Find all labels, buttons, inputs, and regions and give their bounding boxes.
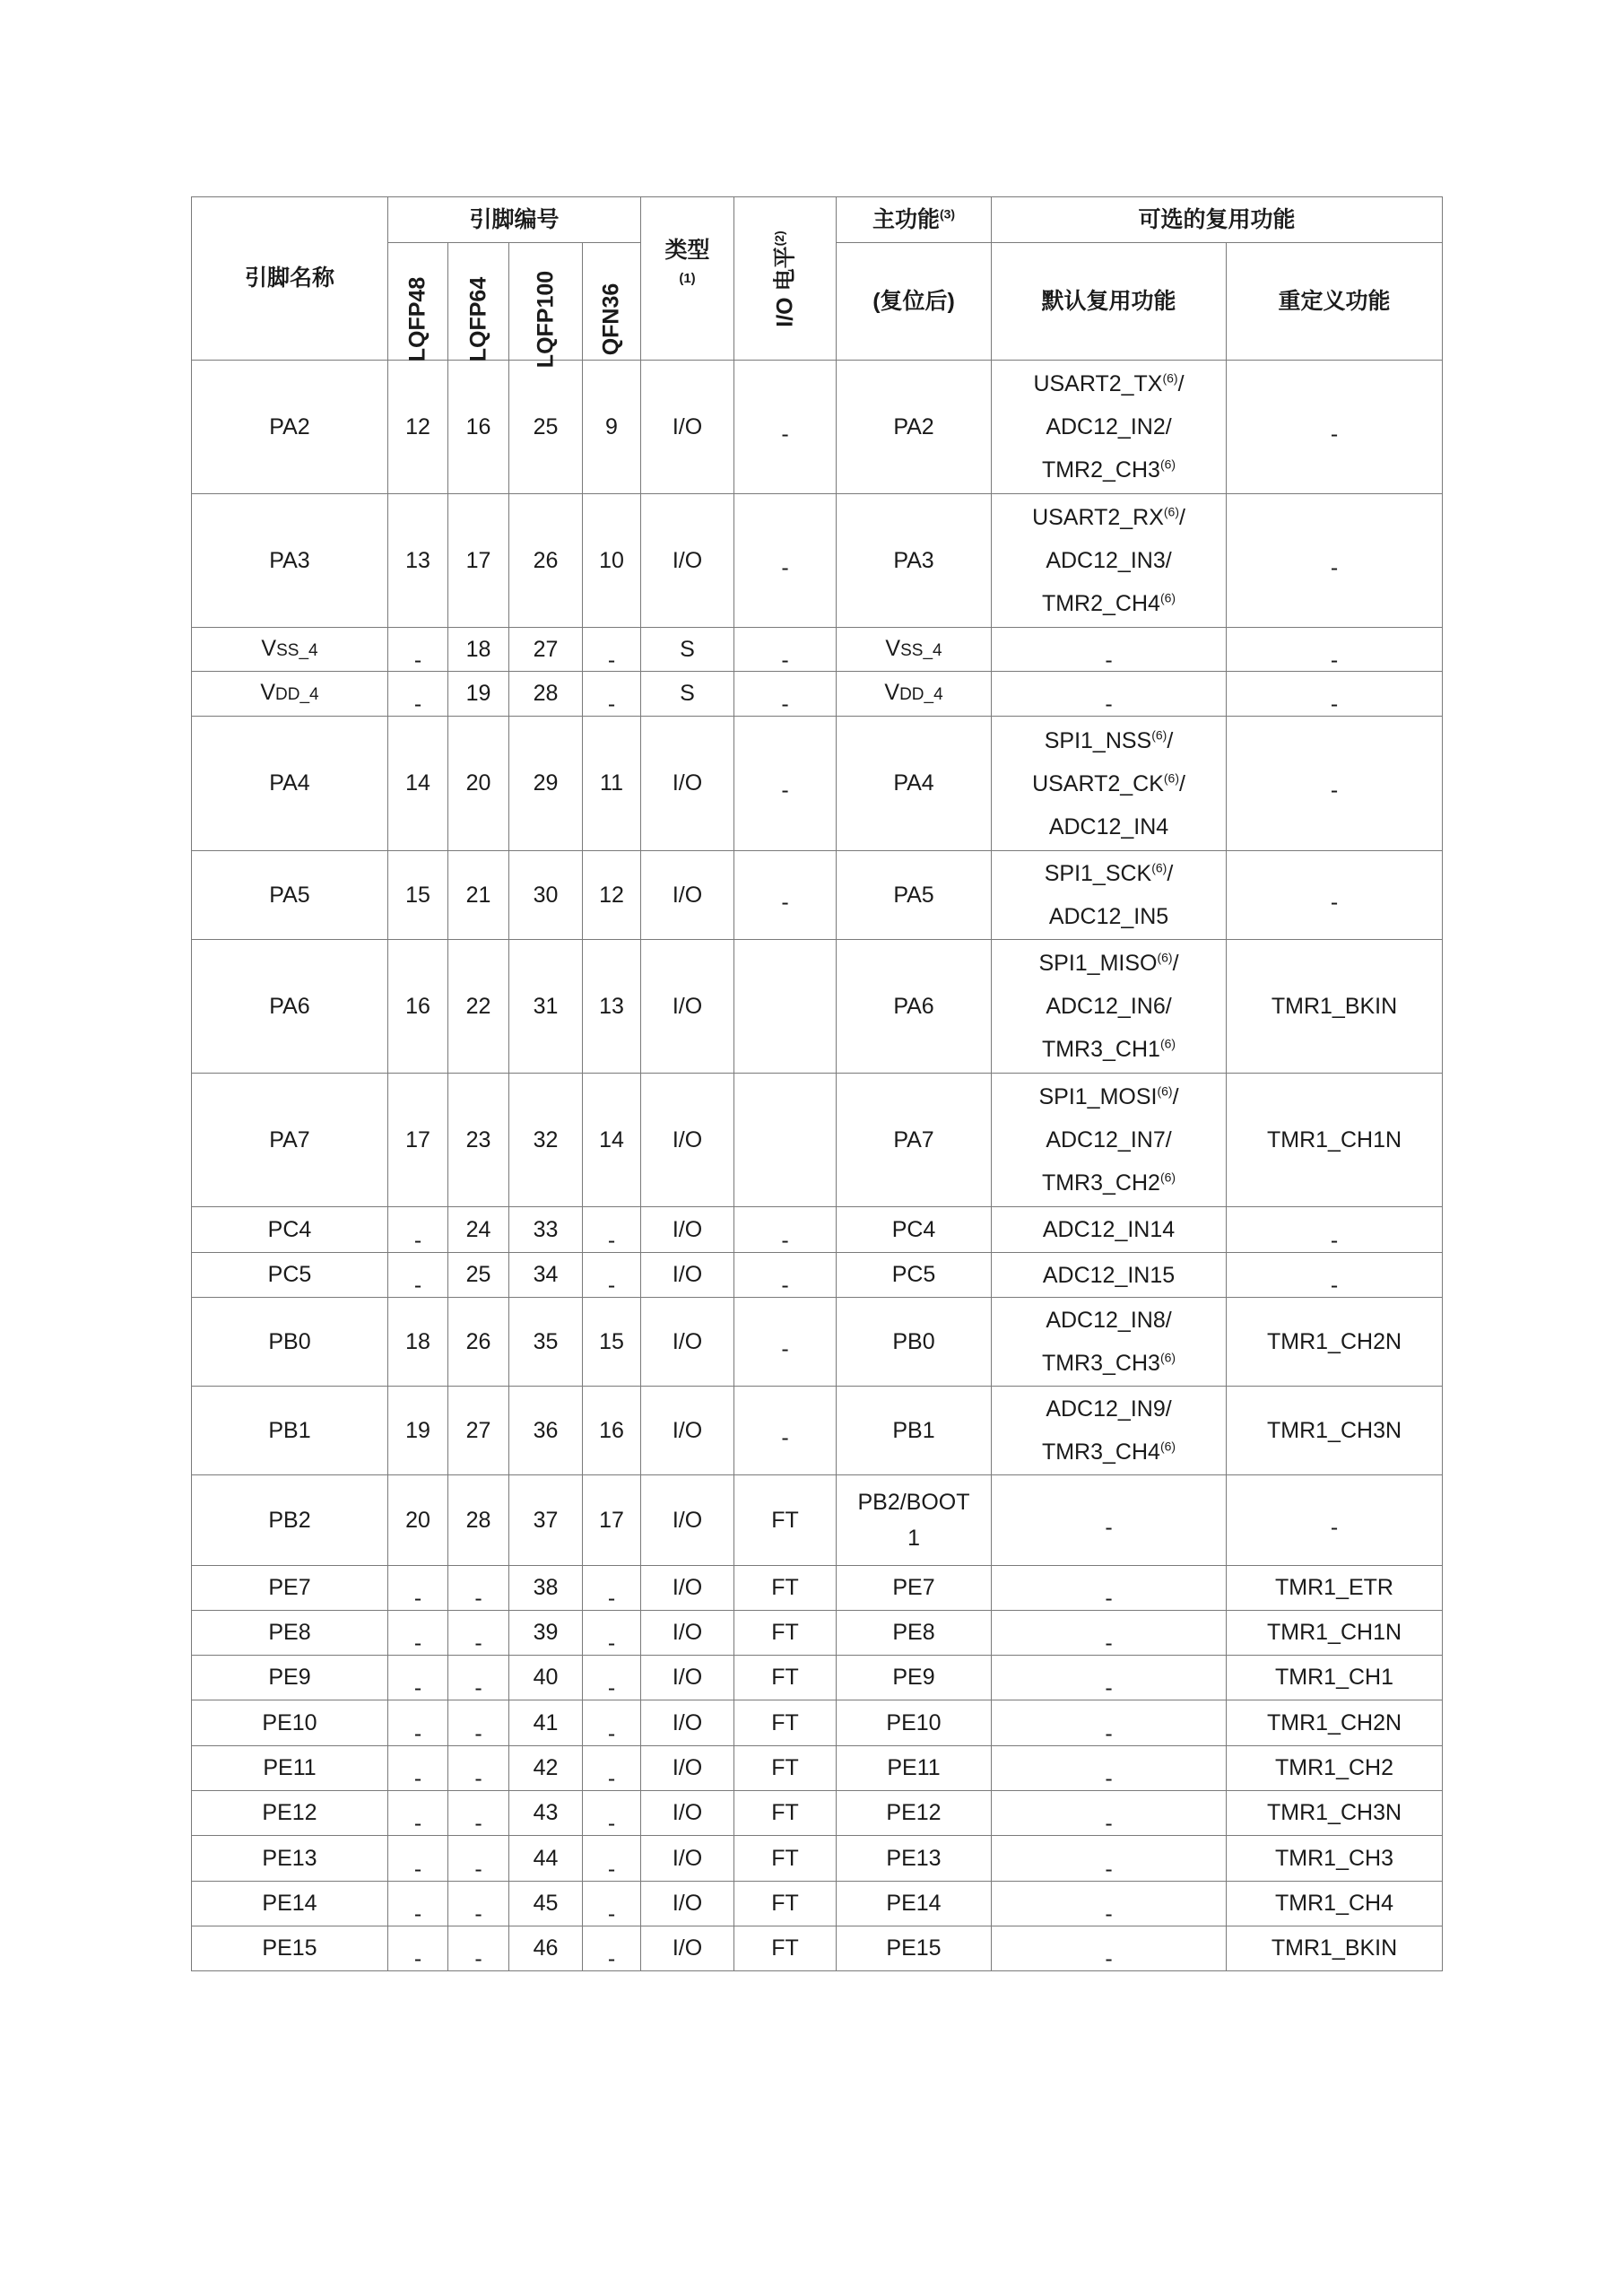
- pin-type: I/O: [641, 1207, 734, 1253]
- main-function: PC4: [837, 1207, 992, 1253]
- pin-number-lqfp48: -: [388, 1791, 448, 1836]
- pin-number-lqfp48: 14: [388, 717, 448, 851]
- default-alt-function: [992, 361, 1227, 494]
- remap-function: TMR1_CH1N: [1227, 1074, 1443, 1207]
- pin-number-lqfp64: -: [448, 1882, 509, 1926]
- default-alt-function: [992, 717, 1227, 851]
- header-package-qfn36: QFN36: [583, 243, 641, 361]
- alt-function-line: ADC12_IN7/: [1046, 1127, 1172, 1152]
- remap-function: -: [1227, 361, 1443, 494]
- remap-function: TMR1_CH3N: [1227, 1387, 1443, 1475]
- pin-name: PC4: [192, 1207, 388, 1253]
- header-main-function: 主功能$^{(3)}$: [837, 197, 992, 243]
- default-alt-function: -: [992, 628, 1227, 672]
- io-level: -: [734, 494, 837, 628]
- pin-number-lqfp100: 33: [509, 1207, 583, 1253]
- alt-function-line: ADC12_IN5: [1048, 904, 1169, 929]
- io-level: FT: [734, 1611, 837, 1656]
- main-function: PA3: [837, 494, 992, 628]
- pin-number-lqfp100: 40: [509, 1656, 583, 1700]
- pin-number-qfn36: 11: [583, 717, 641, 851]
- alt-function-line: ADC12_IN15: [1042, 1262, 1176, 1288]
- io-level: FT: [734, 1746, 837, 1791]
- default-alt-function: -: [992, 1700, 1227, 1746]
- default-alt-function: -: [992, 1746, 1227, 1791]
- remap-function: TMR1_CH3N: [1227, 1791, 1443, 1836]
- io-level: -: [734, 717, 837, 851]
- table-row: [192, 494, 1443, 628]
- pin-name: PE11: [192, 1746, 388, 1791]
- pin-type: I/O: [641, 940, 734, 1074]
- pin-number-qfn36: 14: [583, 1074, 641, 1207]
- alt-function-line: SPI1_MISO$^{(6)}$/: [1038, 950, 1179, 976]
- alt-function-line: SPI1_MOSI$^{(6)}$/: [1038, 1083, 1179, 1109]
- pin-number-lqfp48: -: [388, 1253, 448, 1298]
- pin-number-qfn36: 10: [583, 494, 641, 628]
- pin-number-lqfp48: -: [388, 1207, 448, 1253]
- pin-number-qfn36: -: [583, 1611, 641, 1656]
- pin-number-qfn36: 16: [583, 1387, 641, 1475]
- io-level: FT: [734, 1566, 837, 1611]
- pin-number-lqfp100: 42: [509, 1746, 583, 1791]
- io-level: -: [734, 672, 837, 717]
- pin-number-qfn36: -: [583, 1926, 641, 1971]
- pin-number-lqfp100: 27: [509, 628, 583, 672]
- pin-number-lqfp48: 15: [388, 851, 448, 940]
- pin-name: PE15: [192, 1926, 388, 1971]
- alt-function-line: ADC12_IN9/: [1046, 1396, 1172, 1422]
- pin-number-qfn36: 9: [583, 361, 641, 494]
- main-function: PE10: [837, 1700, 992, 1746]
- pin-number-lqfp100: 46: [509, 1926, 583, 1971]
- main-function: PA6: [837, 940, 992, 1074]
- pin-number-lqfp64: 20: [448, 717, 509, 851]
- pin-number-lqfp100: 31: [509, 940, 583, 1074]
- table-row: [192, 1700, 1443, 1746]
- header-remap: 重定义功能: [1227, 243, 1443, 361]
- pin-number-lqfp64: 27: [448, 1387, 509, 1475]
- pin-name: PE9: [192, 1656, 388, 1700]
- pin-name: PE14: [192, 1882, 388, 1926]
- pin-number-lqfp64: 16: [448, 361, 509, 494]
- pin-number-lqfp48: -: [388, 1746, 448, 1791]
- io-level: -: [734, 851, 837, 940]
- pin-number-lqfp100: 35: [509, 1298, 583, 1387]
- default-alt-function: -: [992, 1926, 1227, 1971]
- remap-function: TMR1_CH3: [1227, 1836, 1443, 1882]
- pin-name: VDD_4: [192, 672, 388, 717]
- pin-number-lqfp48: -: [388, 672, 448, 717]
- remap-function: -: [1227, 672, 1443, 717]
- pin-name: VSS_4: [192, 628, 388, 672]
- remap-function: -: [1227, 1475, 1443, 1566]
- pin-number-qfn36: -: [583, 1700, 641, 1746]
- header-main-function-sub: (复位后): [837, 243, 992, 361]
- pin-number-lqfp100: 29: [509, 717, 583, 851]
- table-row: [192, 1253, 1443, 1298]
- pin-number-lqfp100: 45: [509, 1882, 583, 1926]
- table-row: [192, 1836, 1443, 1882]
- remap-function: TMR1_CH4: [1227, 1882, 1443, 1926]
- io-level: FT: [734, 1882, 837, 1926]
- alt-function-line: USART2_TX$^{(6)}$/: [1033, 370, 1185, 396]
- pin-number-lqfp64: 23: [448, 1074, 509, 1207]
- pin-type: S: [641, 628, 734, 672]
- pin-type: I/O: [641, 1475, 734, 1566]
- default-alt-function: [992, 851, 1227, 940]
- header-default-alt: 默认复用功能: [992, 243, 1227, 361]
- table-row: [192, 1656, 1443, 1700]
- alt-function-line: USART2_RX$^{(6)}$/: [1032, 504, 1185, 530]
- pin-number-lqfp64: 26: [448, 1298, 509, 1387]
- pin-number-qfn36: 17: [583, 1475, 641, 1566]
- main-function: PA5: [837, 851, 992, 940]
- pin-number-lqfp64: 22: [448, 940, 509, 1074]
- alt-function-line: TMR3_CH3$^{(6)}$: [1041, 1350, 1176, 1376]
- io-level: -: [734, 1207, 837, 1253]
- pin-name: PE10: [192, 1700, 388, 1746]
- alt-function-line: TMR3_CH1$^{(6)}$: [1041, 1036, 1176, 1062]
- table-row: [192, 1611, 1443, 1656]
- pin-number-lqfp100: 41: [509, 1700, 583, 1746]
- remap-function: -: [1227, 851, 1443, 940]
- remap-function: -: [1227, 628, 1443, 672]
- default-alt-function: [992, 940, 1227, 1074]
- pin-type: I/O: [641, 1253, 734, 1298]
- pin-number-lqfp48: -: [388, 1836, 448, 1882]
- default-alt-function: -: [992, 1791, 1227, 1836]
- main-function: PC5: [837, 1253, 992, 1298]
- remap-function: -: [1227, 1253, 1443, 1298]
- pin-number-lqfp64: -: [448, 1566, 509, 1611]
- pin-number-qfn36: 13: [583, 940, 641, 1074]
- pin-number-lqfp64: -: [448, 1700, 509, 1746]
- pin-number-lqfp48: -: [388, 628, 448, 672]
- pin-number-lqfp48: -: [388, 1700, 448, 1746]
- alt-function-line: ADC12_IN8/: [1046, 1308, 1172, 1333]
- pin-number-lqfp64: -: [448, 1746, 509, 1791]
- main-function: PE12: [837, 1791, 992, 1836]
- pin-number-lqfp48: 19: [388, 1387, 448, 1475]
- pin-name: PB1: [192, 1387, 388, 1475]
- pin-number-lqfp100: 30: [509, 851, 583, 940]
- alt-function-line: TMR3_CH4$^{(6)}$: [1041, 1439, 1176, 1465]
- header-pin-name: 引脚名称: [192, 197, 388, 361]
- header-type-note: (1): [679, 271, 696, 286]
- io-level: -: [734, 1253, 837, 1298]
- pin-name: PE7: [192, 1566, 388, 1611]
- table-row: [192, 361, 1443, 494]
- alt-function-line: ADC12_IN3/: [1046, 548, 1172, 573]
- remap-function: TMR1_CH2: [1227, 1746, 1443, 1791]
- io-level: FT: [734, 1656, 837, 1700]
- pin-type: I/O: [641, 851, 734, 940]
- default-alt-function: [992, 1387, 1227, 1475]
- table-row: [192, 1746, 1443, 1791]
- alt-function-line: USART2_CK$^{(6)}$/: [1032, 770, 1185, 796]
- remap-function: TMR1_CH2N: [1227, 1700, 1443, 1746]
- main-function: PB1: [837, 1387, 992, 1475]
- alt-function-line: TMR2_CH3$^{(6)}$: [1041, 457, 1176, 483]
- pin-type: I/O: [641, 1882, 734, 1926]
- default-alt-function: [992, 494, 1227, 628]
- pin-number-qfn36: 12: [583, 851, 641, 940]
- pin-number-lqfp100: 25: [509, 361, 583, 494]
- main-function: PA7: [837, 1074, 992, 1207]
- table-row: [192, 1387, 1443, 1475]
- pin-name: PE12: [192, 1791, 388, 1836]
- remap-function: TMR1_BKIN: [1227, 940, 1443, 1074]
- table-row: [192, 1566, 1443, 1611]
- table-row: [192, 1298, 1443, 1387]
- remap-function: -: [1227, 717, 1443, 851]
- pin-number-lqfp100: 36: [509, 1387, 583, 1475]
- header-package-lqfp48: LQFP48: [388, 243, 448, 361]
- pin-number-lqfp64: -: [448, 1836, 509, 1882]
- pin-number-lqfp64: -: [448, 1791, 509, 1836]
- alt-function-line: ADC12_IN4: [1048, 813, 1169, 839]
- default-alt-function: -: [992, 1882, 1227, 1926]
- header-package-lqfp100: LQFP100: [509, 243, 583, 361]
- header-type: 类型 (1): [641, 197, 734, 361]
- table-row: [192, 672, 1443, 717]
- table-row: [192, 1207, 1443, 1253]
- pin-number-qfn36: -: [583, 1791, 641, 1836]
- pin-number-qfn36: -: [583, 1746, 641, 1791]
- pin-type: I/O: [641, 1836, 734, 1882]
- pin-number-lqfp48: -: [388, 1926, 448, 1971]
- io-level: [734, 940, 837, 1074]
- pin-name: PA7: [192, 1074, 388, 1207]
- pin-type: S: [641, 672, 734, 717]
- pin-number-lqfp48: 13: [388, 494, 448, 628]
- pin-number-lqfp100: 37: [509, 1475, 583, 1566]
- pin-number-lqfp48: -: [388, 1882, 448, 1926]
- pin-number-lqfp100: 32: [509, 1074, 583, 1207]
- pin-name: PA3: [192, 494, 388, 628]
- main-function: PE15: [837, 1926, 992, 1971]
- pin-number-lqfp64: -: [448, 1926, 509, 1971]
- main-function: PB2/BOOT1: [837, 1475, 992, 1566]
- main-function: PE9: [837, 1656, 992, 1700]
- pin-number-lqfp64: 25: [448, 1253, 509, 1298]
- pin-type: I/O: [641, 1656, 734, 1700]
- default-alt-function: -: [992, 1836, 1227, 1882]
- pin-number-lqfp100: 28: [509, 672, 583, 717]
- header-pin-number: 引脚编号: [388, 197, 641, 243]
- pin-type: I/O: [641, 717, 734, 851]
- pin-number-lqfp64: 17: [448, 494, 509, 628]
- pin-name: PE13: [192, 1836, 388, 1882]
- pin-number-lqfp48: -: [388, 1656, 448, 1700]
- io-level: [734, 1074, 837, 1207]
- table-row: [192, 1926, 1443, 1971]
- pin-number-lqfp100: 34: [509, 1253, 583, 1298]
- table-row: [192, 1475, 1443, 1566]
- main-function: PE8: [837, 1611, 992, 1656]
- remap-function: TMR1_CH2N: [1227, 1298, 1443, 1387]
- pin-type: I/O: [641, 1700, 734, 1746]
- table-row: [192, 851, 1443, 940]
- pin-number-lqfp64: 21: [448, 851, 509, 940]
- pin-number-qfn36: -: [583, 1207, 641, 1253]
- main-function: PB0: [837, 1298, 992, 1387]
- remap-function: TMR1_CH1N: [1227, 1611, 1443, 1656]
- default-alt-function: [992, 1207, 1227, 1253]
- pin-name: PC5: [192, 1253, 388, 1298]
- pin-number-lqfp48: 16: [388, 940, 448, 1074]
- pin-number-lqfp100: 43: [509, 1791, 583, 1836]
- alt-function-line: ADC12_IN2/: [1046, 414, 1172, 439]
- remap-function: TMR1_ETR: [1227, 1566, 1443, 1611]
- table-row: [192, 717, 1443, 851]
- io-level: -: [734, 628, 837, 672]
- main-function: PE7: [837, 1566, 992, 1611]
- main-function: VSS_4: [837, 628, 992, 672]
- io-level: -: [734, 361, 837, 494]
- pin-number-lqfp64: 24: [448, 1207, 509, 1253]
- pin-type: I/O: [641, 1746, 734, 1791]
- pin-number-lqfp64: -: [448, 1656, 509, 1700]
- pin-type: I/O: [641, 361, 734, 494]
- main-function: PE14: [837, 1882, 992, 1926]
- pin-number-lqfp100: 44: [509, 1836, 583, 1882]
- pin-number-lqfp48: 20: [388, 1475, 448, 1566]
- pin-name: PA5: [192, 851, 388, 940]
- alt-function-line: TMR2_CH4$^{(6)}$: [1041, 590, 1176, 616]
- pin-number-lqfp100: 26: [509, 494, 583, 628]
- pin-number-lqfp64: 19: [448, 672, 509, 717]
- default-alt-function: -: [992, 1566, 1227, 1611]
- remap-function: -: [1227, 494, 1443, 628]
- pin-type: I/O: [641, 1791, 734, 1836]
- pin-type: I/O: [641, 1074, 734, 1207]
- pin-number-lqfp64: 18: [448, 628, 509, 672]
- table-row: [192, 628, 1443, 672]
- io-level: FT: [734, 1926, 837, 1971]
- remap-function: -: [1227, 1207, 1443, 1253]
- pin-number-qfn36: -: [583, 628, 641, 672]
- pin-name: PA2: [192, 361, 388, 494]
- main-function: PA2: [837, 361, 992, 494]
- pin-number-lqfp48: 18: [388, 1298, 448, 1387]
- pin-type: I/O: [641, 494, 734, 628]
- main-function: PE13: [837, 1836, 992, 1882]
- pin-number-qfn36: -: [583, 1882, 641, 1926]
- default-alt-function: -: [992, 1611, 1227, 1656]
- table-row: [192, 1882, 1443, 1926]
- io-level: FT: [734, 1836, 837, 1882]
- pin-definition-table: [191, 196, 1443, 1971]
- io-level: -: [734, 1387, 837, 1475]
- pin-type: I/O: [641, 1387, 734, 1475]
- table-row: [192, 1791, 1443, 1836]
- pin-number-qfn36: 15: [583, 1298, 641, 1387]
- alt-function-line: TMR3_CH2$^{(6)}$: [1041, 1170, 1176, 1196]
- main-function: PE11: [837, 1746, 992, 1791]
- alt-function-line: SPI1_NSS$^{(6)}$/: [1044, 727, 1174, 753]
- default-alt-function: [992, 1074, 1227, 1207]
- pin-number-qfn36: -: [583, 1253, 641, 1298]
- pin-number-qfn36: -: [583, 1566, 641, 1611]
- alt-function-line: ADC12_IN14: [1042, 1217, 1176, 1242]
- pin-name: PA6: [192, 940, 388, 1074]
- alt-function-line: SPI1_SCK$^{(6)}$/: [1044, 860, 1174, 886]
- io-level: FT: [734, 1475, 837, 1566]
- pin-name: PA4: [192, 717, 388, 851]
- pin-number-qfn36: -: [583, 672, 641, 717]
- default-alt-function: -: [992, 1475, 1227, 1566]
- pin-number-lqfp48: -: [388, 1611, 448, 1656]
- pin-name: PB2: [192, 1475, 388, 1566]
- pin-type: I/O: [641, 1926, 734, 1971]
- header-package-lqfp64: LQFP64: [448, 243, 509, 361]
- default-alt-function: -: [992, 1656, 1227, 1700]
- pin-number-lqfp100: 39: [509, 1611, 583, 1656]
- pin-number-lqfp64: -: [448, 1611, 509, 1656]
- pin-number-qfn36: -: [583, 1656, 641, 1700]
- header-alt-functions: 可选的复用功能: [992, 197, 1443, 243]
- alt-function-line: ADC12_IN6/: [1046, 994, 1172, 1019]
- pin-type: I/O: [641, 1298, 734, 1387]
- pin-number-lqfp48: 17: [388, 1074, 448, 1207]
- main-function: VDD_4: [837, 672, 992, 717]
- pin-number-lqfp48: -: [388, 1566, 448, 1611]
- default-alt-function: -: [992, 672, 1227, 717]
- table-row: [192, 940, 1443, 1074]
- io-level: FT: [734, 1700, 837, 1746]
- remap-function: TMR1_BKIN: [1227, 1926, 1443, 1971]
- pin-type: I/O: [641, 1566, 734, 1611]
- pin-type: I/O: [641, 1611, 734, 1656]
- pin-number-lqfp48: 12: [388, 361, 448, 494]
- remap-function: TMR1_CH1: [1227, 1656, 1443, 1700]
- io-level: FT: [734, 1791, 837, 1836]
- table-row: [192, 1074, 1443, 1207]
- pin-name: PE8: [192, 1611, 388, 1656]
- main-function: PA4: [837, 717, 992, 851]
- default-alt-function: [992, 1253, 1227, 1298]
- io-level: -: [734, 1298, 837, 1387]
- pin-number-lqfp64: 28: [448, 1475, 509, 1566]
- default-alt-function: [992, 1298, 1227, 1387]
- pin-name: PB0: [192, 1298, 388, 1387]
- pin-number-qfn36: -: [583, 1836, 641, 1882]
- pin-number-lqfp100: 38: [509, 1566, 583, 1611]
- header-io-level: I/O 电平$^{(2)}$: [734, 197, 837, 361]
